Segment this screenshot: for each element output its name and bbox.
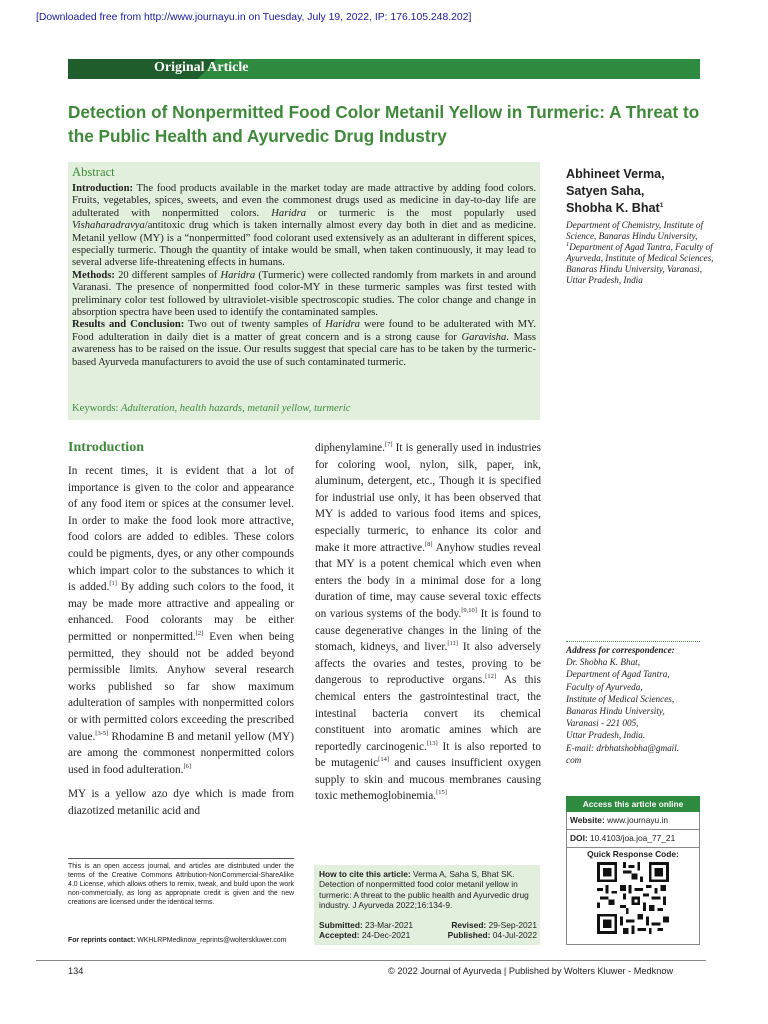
- body-text: Anyhow studies reveal that MY is a potent chemical which even when enters the body in a minimal dose for a long duration of time, may cause several toxic effects on various systems of the body.: [315, 541, 541, 620]
- keywords: [72, 403, 350, 414]
- author-list: [566, 166, 736, 217]
- body-text: Rhodamine B and metanil yellow (MY) are among the commonest nonpermitted colors used in food adulteration.: [68, 730, 294, 776]
- published-label: Published:: [447, 930, 491, 941]
- body-text: By adding such colors to the food, it may be made more attractive and appealing or enhanced. Food colorants may be either permitted or nonpermitted.: [68, 581, 294, 643]
- affiliation-text: Department of Agad Tantra, Faculty of Ayurveda, Institute of Medical Sciences, Banaras Hindu University, Varanasi, Uttar Pradesh, India: [566, 242, 714, 285]
- accepted-value: 24-Dec-2021: [359, 930, 411, 941]
- abstract-term: Haridra: [325, 319, 360, 331]
- website-label: Website:: [570, 815, 605, 825]
- affiliation-sup: 1: [566, 240, 570, 248]
- article-type-banner: [68, 59, 700, 79]
- citation-ref[interactable]: [15]: [436, 789, 447, 797]
- correspondence-email[interactable]: E-mail: drbhatshobha@gmail.: [566, 742, 680, 753]
- abstract-intro-label: Introduction:: [72, 183, 134, 194]
- citation-ref[interactable]: [6]: [183, 762, 192, 770]
- footer-copyright: © 2022 Journal of Ayurveda | Published by Wolters Kluwer - Medknow: [388, 966, 674, 976]
- submitted-label: Submitted:: [319, 920, 363, 930]
- body-paragraph: [315, 440, 541, 805]
- abstract-results: [72, 319, 536, 369]
- doi-link[interactable]: 10.4103/joa.joa_77_21: [587, 833, 676, 843]
- revised-date: [451, 920, 537, 930]
- license-notice: This is an open access journal, and articles are distributed under the terms of the Creative Commons Attribution-NonCommercial-ShareAlike 4.0 License, which allows others to remix, tweak, and build upon the work non-commercially, as long as appropriate credit is given and the new creations are licensed under the identical terms.: [68, 863, 294, 906]
- article-title: Detection of Nonpermitted Food Color Metanil Yellow in Turmeric: A Threat to the Public Health and Ayurvedic Drug Industry: [68, 102, 700, 146]
- body-text: It is found to cause degenerative changes in the lining of the stomach, kidneys, and liver.: [315, 607, 541, 654]
- abstract-text: (Turmeric) were collected randomly from markets in and around Varanasi. The presence of nonpermitted food color-MY in these turmeric samples was first tested with preliminary color test followed by ultraviolet-visible spectroscopic studies. The color change and change in absorption spectra have been used to identify the contaminated samples.: [72, 269, 536, 319]
- section-heading-introduction: Introduction: [68, 440, 144, 455]
- keywords-label: Keywords:: [72, 403, 119, 414]
- correspondence-email-cont[interactable]: com: [566, 754, 582, 765]
- citation-label: How to cite this article:: [319, 869, 411, 879]
- published-value: 04-Jul-2022: [490, 930, 537, 941]
- reprints-label: For reprints contact:: [68, 937, 136, 944]
- correspondence-heading: Address for correspondence:: [566, 645, 675, 655]
- banner-stripe: [198, 59, 700, 79]
- body-text: As this chemical enters the gastrointestinal tract, the intestinal bacteria convert its chemical constituent into aromatic amines which are reportedly carcinogenic.: [315, 674, 541, 753]
- accepted-date: [319, 930, 410, 940]
- body-paragraph: [68, 463, 294, 778]
- author-name: Satyen Saha,: [566, 184, 645, 198]
- abstract-text: Two out of twenty samples of: [184, 319, 326, 331]
- citation-ref[interactable]: [2]: [195, 630, 204, 638]
- page-number: 134: [68, 966, 84, 976]
- access-heading: Access this article online: [566, 796, 700, 812]
- correspondence-line: Uttar Pradesh, India.: [566, 730, 646, 741]
- abstract-text: or turmeric is the most popularly used: [306, 207, 536, 219]
- abstract-term: Garavisha: [461, 331, 507, 343]
- correspondence-line: Faculty of Ayurveda,: [566, 681, 643, 692]
- author-name: Abhineet Verma,: [566, 167, 665, 181]
- accepted-label: Accepted:: [319, 930, 360, 941]
- author-sup: 1: [659, 201, 664, 209]
- abstract-methods-label: Methods:: [72, 269, 115, 281]
- abstract-heading: Abstract: [72, 165, 115, 179]
- website-link[interactable]: www.journayu.in: [604, 815, 669, 825]
- doi-row[interactable]: [566, 830, 700, 848]
- citation-ref[interactable]: [9,10]: [461, 607, 477, 615]
- website-row[interactable]: [566, 812, 700, 830]
- correspondence-divider: [566, 641, 700, 642]
- body-column-right: [315, 440, 541, 813]
- qr-code-icon[interactable]: [597, 862, 669, 934]
- body-text: It also adversely affects the ovaries and testes, proving to be dangerous to reproductive organs.: [315, 641, 542, 687]
- abstract-text: /antitoxic drug which is taken internally almost every day both in diet and as medicine. Metanil yellow (MY) is a “nonpermitted” food colorant used extensively as an adulterant in different spices, especially turmeric. Though the quantity of intake would be small, when taken continuously, it may lead to several adverse life-threatening effects in humans.: [72, 220, 536, 269]
- dates-row: [319, 920, 537, 930]
- correspondence-line: Banaras Hindu University,: [566, 706, 665, 717]
- citation-ref[interactable]: [11]: [447, 640, 458, 648]
- revised-label: Revised:: [451, 920, 487, 930]
- citation-ref[interactable]: [8]: [424, 540, 433, 548]
- affiliation-text: Department of Chemistry, Institute of Science, Banaras Hindu University,: [566, 220, 704, 241]
- citation-ref[interactable]: [12]: [485, 673, 496, 681]
- abstract-term: Haridra: [220, 269, 256, 281]
- correspondence-line: Institute of Medical Sciences,: [566, 693, 675, 704]
- submitted-date: [319, 920, 413, 930]
- abstract-introduction: [72, 183, 536, 270]
- abstract-body: [72, 183, 536, 369]
- body-text: It is generally used in industries for coloring wool, nylon, silk, paper, ink, aluminum, detergent, etc., Though it is specified for industrial use only, it has been observed that MY is added to various food items and spices, especially turmeric, to enhance its color and make it more attractive.: [315, 442, 541, 554]
- reprints-contact: [68, 937, 308, 944]
- doi-label: DOI:: [570, 833, 588, 843]
- dates-row: [319, 930, 537, 940]
- citation-body: Verma A, Saha S, Bhat SK. Detection of nonpermitted food color metanil yellow in turmeric: A threat to the public health and Ayurvedic drug industry. J Ayurveda 2022;16:134-9.: [319, 869, 529, 911]
- body-text: It is also reported to be mutagenic: [315, 740, 541, 770]
- author-name-text: Shobha K. Bhat: [566, 201, 660, 215]
- qr-label: Quick Response Code:: [587, 849, 679, 859]
- abstract-box: [68, 162, 540, 420]
- reprints-email[interactable]: WKHLRPMedknow_reprints@wolterskluwer.com: [135, 937, 287, 944]
- citation-ref[interactable]: [3-5]: [95, 729, 109, 737]
- article-type-label: Original Article: [154, 60, 249, 75]
- license-divider: [68, 858, 294, 859]
- correspondence-line: Varanasi - 221 005,: [566, 718, 639, 729]
- citation-ref[interactable]: [7]: [384, 441, 393, 449]
- affiliations: [566, 220, 718, 286]
- citation-ref[interactable]: [1]: [109, 580, 117, 588]
- submitted-value: 23-Mar-2021: [362, 920, 414, 930]
- author-name: [566, 200, 736, 217]
- abstract-text: The food products available in the market today are made attractive by adding food colors. Fruits, vegetables, spices, sweets, and even the commonest drugs used as medicine in day-to-day life are adulterated with nonpermitted colors.: [72, 183, 536, 219]
- body-text: Even when being permitted, they should not be added beyond permissible limits. Anyhow several research works published so far show maximum adulteration of samples with nonpermitted colors or with permitted colors exceeding the prescribed value.: [68, 630, 294, 743]
- abstract-methods: [72, 270, 536, 320]
- access-online-box: [566, 796, 700, 945]
- citation-ref[interactable]: [13]: [426, 739, 438, 747]
- body-text: In recent times, it is evident that a lot of importance is given to the color and appearance of any food item or spices at the consumer level. In order to make the food look more attractive, food colors are added to edibles. These colors could be pigments, dyes, or any other compounds which impart color to the substances to which it is added.: [68, 465, 294, 594]
- body-text: and causes insufficient oxygen supply to skin and mucous membranes causing toxic methemoglobinemia.: [315, 757, 542, 803]
- download-notice: [Downloaded free from http://www.journayu.in on Tuesday, July 19, 2022, IP: 176.105.248.202]: [36, 12, 472, 23]
- abstract-text: 20 different samples of: [114, 269, 221, 281]
- abstract-term: Haridra: [271, 207, 307, 219]
- body-paragraph: MY is a yellow azo dye which is made from diazotized metanilic acid and: [68, 788, 294, 817]
- abstract-results-label: Results and Conclusion:: [72, 319, 185, 331]
- revised-value: 29-Sep-2021: [486, 920, 537, 930]
- article-dates: [319, 920, 537, 941]
- abstract-term: Vishaharadravya: [72, 220, 145, 232]
- citation-text: [319, 869, 537, 911]
- published-date: [448, 930, 537, 940]
- citation-box: [314, 865, 540, 945]
- qr-section: [566, 848, 700, 945]
- keywords-value: Adulteration, health hazards, metanil yellow, turmeric: [118, 403, 351, 414]
- correspondence-line: Dr. Shobha K. Bhat,: [566, 657, 641, 668]
- abstract-text: were found to be adulterated with MY. Food adulteration in daily diet is a matter of great concern and is a strong cause for: [72, 319, 536, 343]
- abstract-text: . Mass awareness has to be raised on the issue. Our results suggest that special care has to be taken by the turmeric-based Ayurveda manufacturers to avoid the use of such contaminated turmeric.: [72, 331, 536, 368]
- body-text: diphenylamine.: [315, 442, 385, 454]
- citation-ref[interactable]: [14]: [378, 756, 389, 764]
- footer-divider: [36, 960, 706, 961]
- correspondence-line: Department of Agad Tantra,: [566, 669, 670, 680]
- body-column-left: [68, 439, 294, 827]
- correspondence-address: [566, 644, 716, 766]
